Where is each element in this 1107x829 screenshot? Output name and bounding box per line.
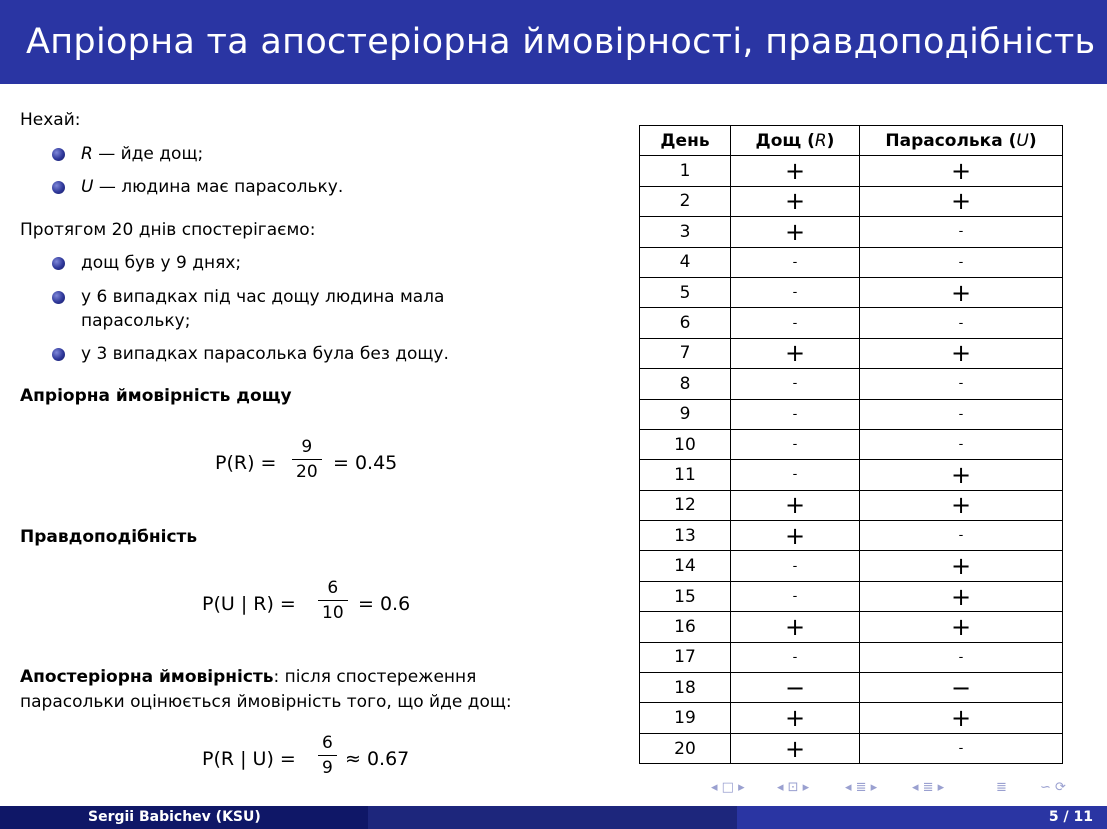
cell-day: 4	[640, 247, 731, 277]
cell-rain: +	[731, 217, 860, 247]
slide-title: Апріорна та апостеріорна ймовірності, правдоподібність	[26, 22, 1096, 62]
cell-umbrella: +	[860, 338, 1063, 368]
table-header-row	[640, 126, 1063, 156]
nav-subsection-icon[interactable]: ◂ ⊡ ▸	[777, 780, 810, 795]
nav-frame-icon[interactable]: ◂ □ ▸	[711, 780, 745, 795]
cell-day: 12	[640, 490, 731, 520]
obs-item: дощ був у 9 днях;	[81, 253, 242, 273]
cell-rain: -	[731, 642, 860, 672]
cell-day: 18	[640, 673, 731, 703]
cell-day: 3	[640, 217, 731, 247]
header-day: День	[640, 126, 731, 156]
cell-rain: -	[731, 581, 860, 611]
table-body	[640, 156, 1063, 764]
likelihood-fraction: $\frac{6}{10}$	[318, 578, 348, 623]
cell-day: 14	[640, 551, 731, 581]
table-row	[640, 642, 1063, 672]
table-row	[640, 490, 1063, 520]
cell-rain: -	[731, 308, 860, 338]
observations-table	[639, 125, 1063, 764]
prior-lhs: P(R) =	[215, 452, 277, 474]
cell-umbrella: -	[860, 733, 1063, 763]
cell-rain: +	[731, 733, 860, 763]
cell-umbrella: -	[860, 521, 1063, 551]
table-row	[640, 551, 1063, 581]
table-row	[640, 338, 1063, 368]
cell-rain: -	[731, 277, 860, 307]
cell-day: 11	[640, 460, 731, 490]
likelihood-rhs: = 0.6	[358, 593, 411, 615]
cell-umbrella: -	[860, 399, 1063, 429]
obs-item: у 3 випадках парасолька була без дощу.	[81, 344, 449, 364]
nav-subsubsection-icon[interactable]: ◂ ≣ ▸	[912, 780, 945, 795]
posterior-fraction: $\frac{6}{9}$	[318, 733, 337, 778]
cell-day: 2	[640, 186, 731, 216]
table-row	[640, 733, 1063, 763]
table-row	[640, 581, 1063, 611]
cell-day: 9	[640, 399, 731, 429]
obs-intro: Протягом 20 днів спостерігаємо:	[20, 220, 316, 240]
cell-day: 13	[640, 521, 731, 551]
cell-umbrella: +	[860, 703, 1063, 733]
bullet-icon	[52, 148, 65, 161]
table-row	[640, 399, 1063, 429]
cell-rain: -	[731, 429, 860, 459]
slide-header	[0, 0, 1107, 84]
cell-day: 7	[640, 338, 731, 368]
cell-umbrella: +	[860, 186, 1063, 216]
table-row	[640, 673, 1063, 703]
table-row	[640, 429, 1063, 459]
prior-fraction: $\frac{9}{20}$	[292, 437, 322, 482]
cell-rain: -	[731, 369, 860, 399]
nav-section-icon[interactable]: ◂ ≣ ▸	[845, 780, 878, 795]
cell-day: 16	[640, 612, 731, 642]
table-row	[640, 217, 1063, 247]
intro-text: Нехай:	[20, 110, 81, 130]
table-row	[640, 369, 1063, 399]
table-row	[640, 703, 1063, 733]
cell-day: 19	[640, 703, 731, 733]
table-row	[640, 521, 1063, 551]
cell-rain: −	[731, 673, 860, 703]
def-umbrella: U — людина має парасольку.	[81, 177, 344, 197]
cell-umbrella: -	[860, 429, 1063, 459]
cell-day: 5	[640, 277, 731, 307]
cell-day: 17	[640, 642, 731, 672]
cell-day: 1	[640, 156, 731, 186]
obs-item: у 6 випадках під час дощу людина мала	[81, 287, 445, 307]
posterior-line-1: Апостеріорна ймовірність: після спостереження	[20, 667, 477, 687]
nav-align-icon[interactable]: ≣	[996, 780, 1007, 795]
bullet-icon	[52, 291, 65, 304]
table-row	[640, 247, 1063, 277]
posterior-lhs: P(R | U) =	[202, 748, 296, 770]
cell-umbrella: -	[860, 247, 1063, 277]
likelihood-title: Правдоподібність	[20, 527, 198, 547]
table-row	[640, 308, 1063, 338]
header-rain: Дощ (R)	[731, 126, 860, 156]
cell-umbrella: +	[860, 551, 1063, 581]
cell-day: 10	[640, 429, 731, 459]
table-row	[640, 186, 1063, 216]
def-rain: R — йде дощ;	[81, 144, 204, 164]
cell-rain: -	[731, 399, 860, 429]
cell-rain: +	[731, 156, 860, 186]
cell-day: 15	[640, 581, 731, 611]
footer-page-number: 5 / 11	[1048, 809, 1093, 825]
cell-rain: +	[731, 338, 860, 368]
cell-umbrella: -	[860, 308, 1063, 338]
cell-day: 20	[640, 733, 731, 763]
cell-rain: +	[731, 612, 860, 642]
table-row	[640, 460, 1063, 490]
cell-rain: +	[731, 521, 860, 551]
cell-umbrella: -	[860, 369, 1063, 399]
table-row	[640, 277, 1063, 307]
cell-umbrella: +	[860, 277, 1063, 307]
cell-umbrella: +	[860, 612, 1063, 642]
cell-rain: +	[731, 490, 860, 520]
cell-rain: +	[731, 703, 860, 733]
prior-title: Апріорна ймовірність дощу	[20, 386, 292, 406]
bullet-icon	[52, 348, 65, 361]
cell-rain: -	[731, 460, 860, 490]
cell-umbrella: +	[860, 156, 1063, 186]
cell-day: 8	[640, 369, 731, 399]
footer-author: Sergii Babichev (KSU)	[88, 809, 261, 825]
likelihood-lhs: P(U | R) =	[202, 593, 296, 615]
header-umbrella: Парасолька (U)	[860, 126, 1063, 156]
slide-footer	[0, 806, 1107, 829]
prior-rhs: = 0.45	[333, 452, 398, 474]
cell-rain: -	[731, 247, 860, 277]
cell-umbrella: −	[860, 673, 1063, 703]
posterior-rhs: ≈ 0.67	[345, 748, 410, 770]
cell-day: 6	[640, 308, 731, 338]
cell-rain: -	[731, 551, 860, 581]
obs-item-cont: парасольку;	[81, 311, 191, 331]
cell-rain: +	[731, 186, 860, 216]
cell-umbrella: +	[860, 460, 1063, 490]
nav-search-icon[interactable]: ∽ ⟳	[1040, 780, 1066, 795]
cell-umbrella: -	[860, 642, 1063, 672]
cell-umbrella: +	[860, 490, 1063, 520]
table-row	[640, 612, 1063, 642]
cell-umbrella: +	[860, 581, 1063, 611]
posterior-line-2: парасольки оцінюється ймовірність того, що йде дощ:	[20, 692, 512, 712]
bullet-icon	[52, 181, 65, 194]
bullet-icon	[52, 257, 65, 270]
cell-umbrella: -	[860, 217, 1063, 247]
table-row	[640, 156, 1063, 186]
